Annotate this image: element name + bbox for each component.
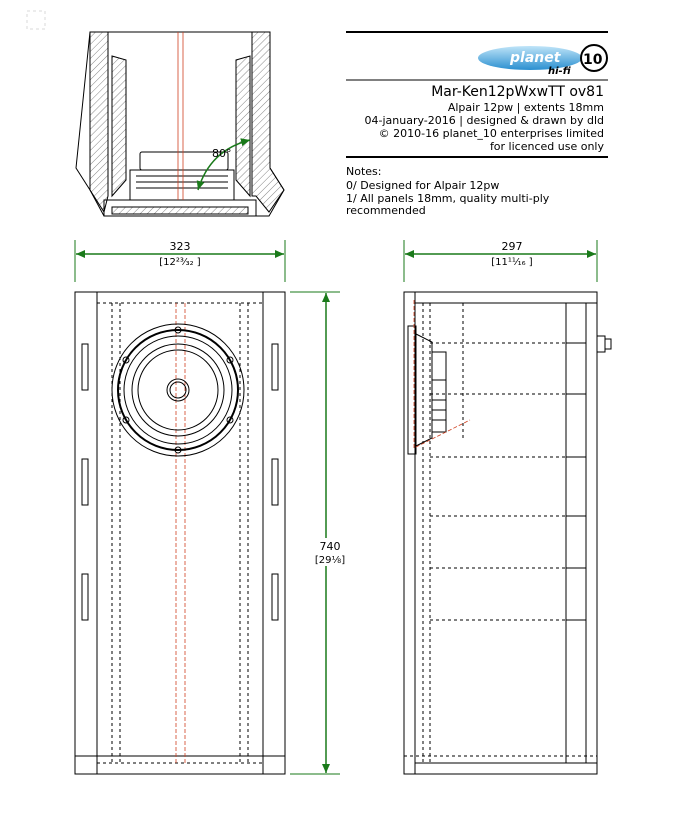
date-line: 04-january-2016 | designed & drawn by dld [364, 114, 604, 127]
top-view [76, 32, 284, 216]
side-depth-inches: [11¹¹⁄₁₆ ] [491, 257, 533, 268]
licence-line: for licenced use only [489, 140, 604, 153]
logo-number: 10 [583, 52, 603, 68]
corner-mark [27, 11, 45, 29]
title-block [346, 32, 608, 157]
height-inches: [29⅛] [314, 555, 346, 566]
side-depth-dimension [404, 240, 597, 282]
note-0: 0/ Designed for Alpair 12pw [346, 179, 500, 192]
logo-word: planet [510, 50, 561, 66]
driver-line: Alpair 12pw | extents 18mm [447, 101, 604, 114]
height-dimension [290, 292, 350, 774]
notes-heading: Notes: [346, 165, 382, 178]
copyright-line: © 2010-16 planet_10 enterprises limited [378, 127, 604, 140]
side-depth-value: 297 [501, 240, 523, 253]
planet10-logo [478, 45, 607, 77]
note-1: 1/ All panels 18mm, quality multi-ply [346, 192, 550, 205]
note-2: recommended [346, 204, 426, 217]
model-name: Mar-Ken12pWxwTT ov81 [431, 84, 604, 100]
front-width-dimension [75, 240, 285, 282]
angle-label: 80° [212, 147, 232, 160]
front-width-value: 323 [169, 240, 191, 253]
notes [346, 165, 550, 217]
side-view [404, 292, 611, 774]
height-value: 740 [319, 540, 341, 553]
front-width-inches: [12²³⁄₃₂ ] [159, 257, 201, 268]
front-driver [112, 324, 244, 456]
logo-sub: hi-fi [548, 66, 571, 77]
front-view [75, 292, 285, 774]
